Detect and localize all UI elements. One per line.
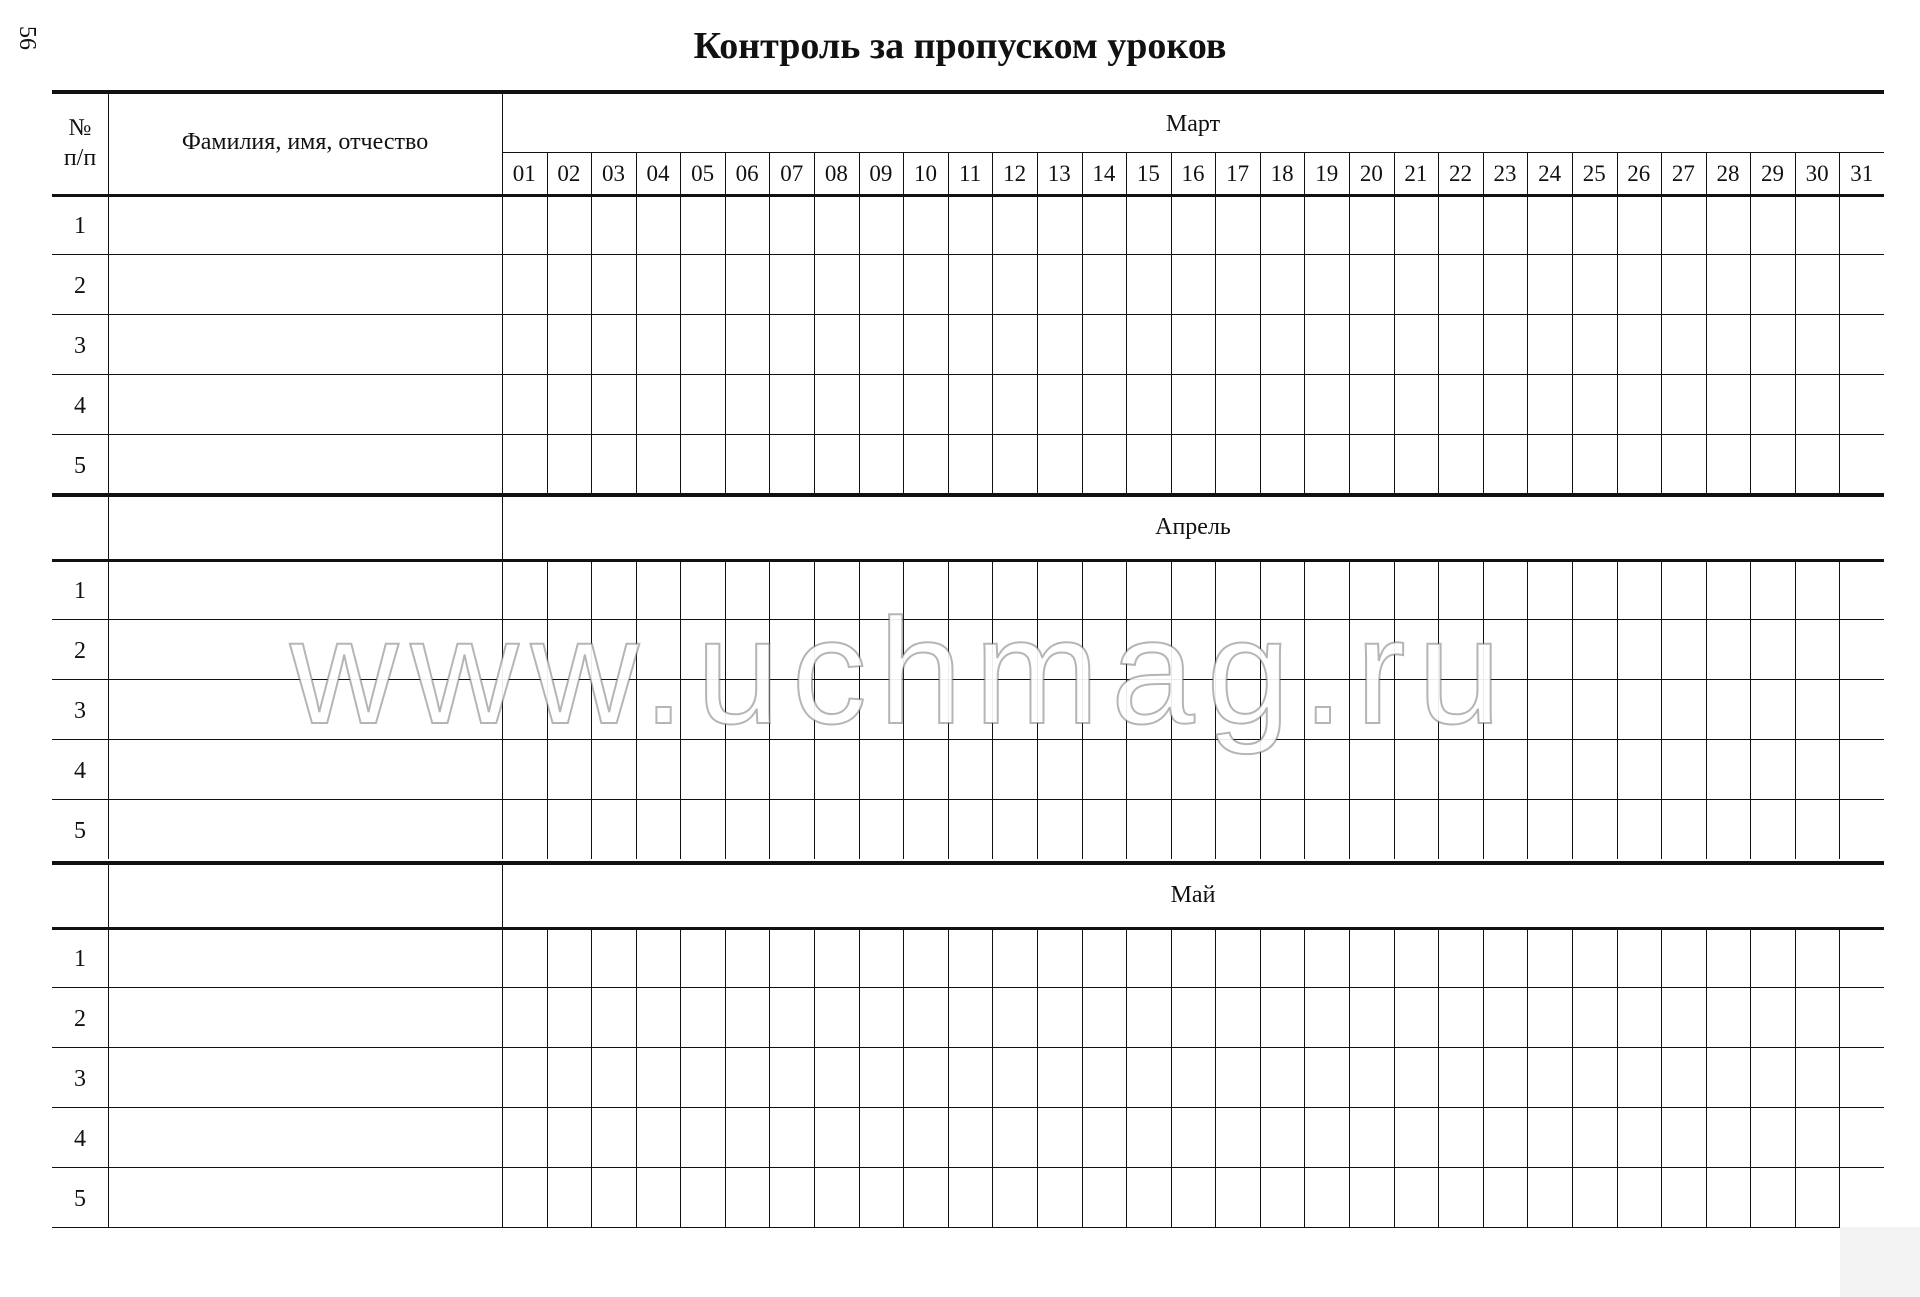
day-number-12: 12: [1003, 161, 1027, 186]
day-col-rule: [1438, 152, 1439, 494]
row-number: 5: [74, 818, 86, 844]
row-number: 5: [74, 1186, 86, 1212]
day-number-25: 25: [1582, 161, 1606, 186]
day-number-04: 04: [646, 161, 670, 186]
day-col-rule: [1617, 152, 1618, 494]
day-col-rule: [547, 927, 548, 1227]
day-col-rule: [948, 559, 949, 859]
day-col-rule: [547, 559, 548, 859]
row-rule: [52, 314, 1884, 315]
day-col-rule: [992, 559, 993, 859]
col-name-rule: [502, 90, 503, 494]
day-col-rule: [1527, 927, 1528, 1227]
month-label: Апрель: [1155, 514, 1231, 540]
row-rule: [52, 1107, 1884, 1108]
day-col-rule: [1037, 927, 1038, 1227]
day-col-rule: [725, 927, 726, 1227]
day-col-rule: [1082, 152, 1083, 494]
page-title: Контроль за пропуском уроков: [693, 25, 1227, 67]
row-rule: [52, 799, 1884, 800]
row-rule: [52, 374, 1884, 375]
day-col-rule: [680, 559, 681, 859]
day-col-rule: [1795, 152, 1796, 494]
day-col-rule: [1750, 559, 1751, 859]
day-col-rule: [1839, 152, 1840, 494]
col-num-rule: [108, 493, 109, 859]
day-col-rule: [1260, 152, 1261, 494]
row-number: 1: [74, 213, 86, 239]
section-top-rule: [52, 493, 1884, 497]
day-number-24: 24: [1538, 161, 1562, 186]
day-col-rule: [1126, 152, 1127, 494]
day-number-30: 30: [1805, 161, 1829, 186]
day-col-rule: [992, 152, 993, 494]
day-number-23: 23: [1493, 161, 1517, 186]
day-col-rule: [948, 152, 949, 494]
day-col-rule: [1215, 927, 1216, 1227]
row-number: 4: [74, 393, 86, 419]
day-col-rule: [1171, 152, 1172, 494]
day-col-rule: [903, 559, 904, 859]
day-col-rule: [903, 152, 904, 494]
page-number: 56: [14, 26, 40, 50]
row-rule: [52, 254, 1884, 255]
day-col-rule: [1260, 559, 1261, 859]
day-col-rule: [1171, 559, 1172, 859]
row-number: 1: [74, 946, 86, 972]
row-number: 3: [74, 698, 86, 724]
day-col-rule: [859, 927, 860, 1227]
day-col-rule: [769, 559, 770, 859]
day-col-rule: [547, 152, 548, 494]
col-num-rule: [108, 90, 109, 494]
day-col-rule: [1394, 927, 1395, 1227]
row-number: 1: [74, 578, 86, 604]
day-col-rule: [859, 152, 860, 494]
day-number-09: 09: [869, 161, 893, 186]
day-col-rule: [1572, 559, 1573, 859]
day-number-06: 06: [735, 161, 759, 186]
day-number-02: 02: [557, 161, 581, 186]
row-number: 5: [74, 453, 86, 479]
day-number-20: 20: [1359, 161, 1383, 186]
day-col-rule: [680, 927, 681, 1227]
col-name-rule: [502, 493, 503, 859]
header-bottom-rule: [52, 927, 1884, 930]
day-col-rule: [636, 927, 637, 1227]
day-col-rule: [814, 927, 815, 1227]
day-number-17: 17: [1226, 161, 1250, 186]
row-rule: [52, 1167, 1884, 1168]
day-col-rule: [1750, 927, 1751, 1227]
row-rule: [52, 434, 1884, 435]
day-col-rule: [769, 927, 770, 1227]
day-col-rule: [1082, 927, 1083, 1227]
row-number: 4: [74, 758, 86, 784]
day-col-rule: [992, 927, 993, 1227]
day-col-rule: [1304, 152, 1305, 494]
day-col-rule: [1438, 559, 1439, 859]
day-col-rule: [636, 559, 637, 859]
day-number-03: 03: [601, 161, 625, 186]
day-number-26: 26: [1627, 161, 1651, 186]
section-top-rule: [52, 90, 1884, 94]
month-label: Май: [1170, 882, 1216, 908]
day-col-rule: [1661, 152, 1662, 494]
col-name-header: Фамилия, имя, отчество: [181, 129, 429, 155]
day-col-rule: [1037, 559, 1038, 859]
row-rule: [52, 679, 1884, 680]
day-col-rule: [1617, 559, 1618, 859]
day-col-rule: [1394, 559, 1395, 859]
day-col-rule: [1349, 152, 1350, 494]
day-number-29: 29: [1761, 161, 1785, 186]
day-col-rule: [636, 152, 637, 494]
day-number-10: 10: [914, 161, 937, 186]
day-col-rule: [903, 927, 904, 1227]
col-name-rule: [502, 861, 503, 1227]
day-col-rule: [1349, 927, 1350, 1227]
day-col-rule: [948, 927, 949, 1227]
day-number-22: 22: [1448, 161, 1472, 186]
day-col-rule: [1304, 559, 1305, 859]
row-rule: [52, 1047, 1884, 1048]
day-col-rule: [1082, 559, 1083, 859]
day-number-14: 14: [1092, 161, 1116, 186]
day-col-rule: [1706, 927, 1707, 1227]
day-col-rule: [1260, 927, 1261, 1227]
day-col-rule: [680, 152, 681, 494]
attendance-table: [52, 90, 1884, 1230]
day-col-rule: [1126, 927, 1127, 1227]
day-col-rule: [1572, 927, 1573, 1227]
col-num-symbol: №: [68, 115, 92, 141]
day-number-07: 07: [780, 161, 804, 186]
day-number-31: 31: [1850, 161, 1874, 186]
corner-mark: [1840, 1227, 1920, 1297]
header-bottom-rule: [52, 194, 1884, 197]
day-number-16: 16: [1181, 161, 1205, 186]
day-number-19: 19: [1315, 161, 1339, 186]
day-header-rule: [502, 152, 1884, 153]
table-bottom-rule: [52, 1227, 1884, 1228]
day-col-rule: [1706, 152, 1707, 494]
row-number: 2: [74, 638, 86, 664]
day-number-21: 21: [1404, 161, 1428, 186]
month-label: Март: [1165, 111, 1221, 137]
day-col-rule: [1795, 559, 1796, 859]
row-rule: [52, 987, 1884, 988]
row-number: 3: [74, 333, 86, 359]
day-col-rule: [1037, 152, 1038, 494]
day-col-rule: [1483, 152, 1484, 494]
day-col-rule: [1527, 152, 1528, 494]
day-number-13: 13: [1047, 161, 1071, 186]
day-number-28: 28: [1716, 161, 1740, 186]
day-col-rule: [725, 559, 726, 859]
row-number: 2: [74, 273, 86, 299]
day-col-rule: [1795, 927, 1796, 1227]
day-col-rule: [725, 152, 726, 494]
day-col-rule: [1617, 927, 1618, 1227]
day-col-rule: [814, 559, 815, 859]
day-number-08: 08: [824, 161, 848, 186]
day-col-rule: [1483, 559, 1484, 859]
day-col-rule: [1215, 559, 1216, 859]
row-rule: [52, 619, 1884, 620]
day-number-27: 27: [1671, 161, 1695, 186]
day-col-rule: [591, 152, 592, 494]
day-col-rule: [591, 559, 592, 859]
day-col-rule: [1839, 927, 1840, 1227]
day-col-rule: [1839, 559, 1840, 859]
day-col-rule: [1215, 152, 1216, 494]
row-rule: [52, 739, 1884, 740]
day-number-11: 11: [959, 161, 982, 186]
day-col-rule: [1750, 152, 1751, 494]
section-top-rule: [52, 861, 1884, 865]
day-col-rule: [1349, 559, 1350, 859]
row-number: 3: [74, 1066, 86, 1092]
day-number-18: 18: [1270, 161, 1294, 186]
day-col-rule: [1171, 927, 1172, 1227]
watermark-text: www.uchmag.ru: [290, 587, 1514, 755]
col-num-label: п/п: [63, 145, 97, 171]
header-bottom-rule: [52, 559, 1884, 562]
day-col-rule: [1661, 927, 1662, 1227]
row-number: 2: [74, 1006, 86, 1032]
day-col-rule: [814, 152, 815, 494]
day-number-15: 15: [1136, 161, 1160, 186]
day-col-rule: [1706, 559, 1707, 859]
row-number: 4: [74, 1126, 86, 1152]
day-col-rule: [1572, 152, 1573, 494]
day-col-rule: [859, 559, 860, 859]
day-col-rule: [769, 152, 770, 494]
col-num-rule: [108, 861, 109, 1227]
day-number-05: 05: [691, 161, 715, 186]
day-col-rule: [1304, 927, 1305, 1227]
day-col-rule: [1394, 152, 1395, 494]
day-number-01: 01: [512, 161, 536, 186]
day-col-rule: [1661, 559, 1662, 859]
day-col-rule: [1126, 559, 1127, 859]
day-col-rule: [1438, 927, 1439, 1227]
day-col-rule: [1483, 927, 1484, 1227]
day-col-rule: [1527, 559, 1528, 859]
day-col-rule: [591, 927, 592, 1227]
